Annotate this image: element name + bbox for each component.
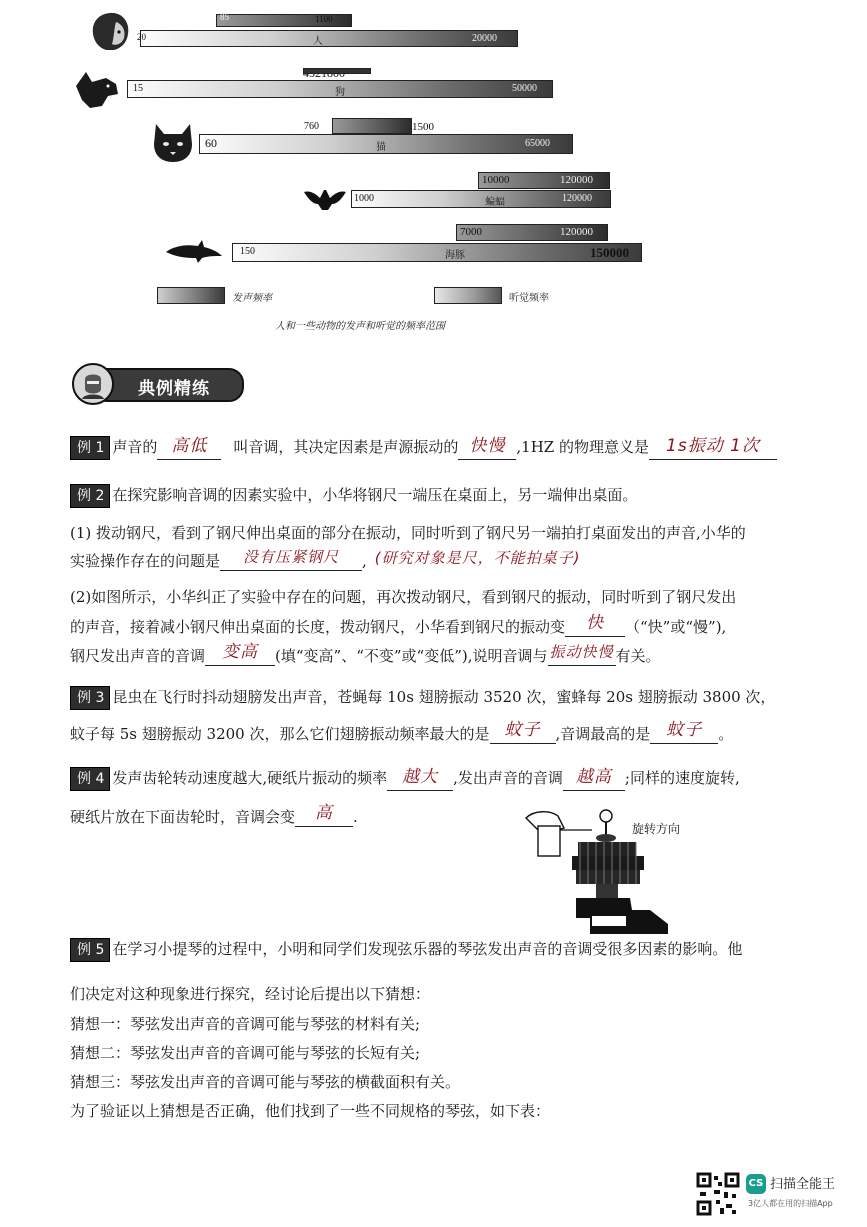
- name-human: 人: [313, 36, 323, 47]
- ex2-answer-1: 没有压紧钢尺: [243, 548, 340, 566]
- ex4-answer-2: 越高: [575, 767, 612, 787]
- voice-max-bat: 120000: [560, 174, 593, 186]
- ex4-answer-1: 越大: [402, 767, 439, 787]
- ex2-p2d: 钢尺发出声音的音调: [70, 647, 206, 665]
- ex3-l2c: 。: [718, 725, 734, 743]
- ex1-answer-1: 高低: [171, 436, 208, 456]
- ex2-p2d-line: [70, 642, 661, 666]
- ex2-answer-3: 变高: [222, 642, 259, 662]
- section-badge-icon: [72, 363, 114, 405]
- scanner-watermark: [696, 1170, 856, 1220]
- ex2-blank-1: [220, 550, 362, 571]
- ex2-answer-2: 快: [586, 613, 605, 633]
- ex3-blank-2: [650, 720, 718, 744]
- ex1-text-2: 叫音调，其决定因素是声源振动的: [233, 438, 459, 456]
- cs-logo-icon: CS: [746, 1174, 766, 1194]
- voice-bar-dog: [303, 68, 371, 74]
- ex1-blank-3: [649, 436, 777, 460]
- ex2-p2e: (填“变高”、“不变”或“变低”),说明音调与: [275, 647, 548, 665]
- ex4-blank-3: [295, 803, 353, 827]
- hearing-bar-dolphin: [232, 243, 642, 262]
- voice-max-dolphin: 120000: [560, 226, 593, 238]
- ex4-answer-3: 高: [315, 803, 334, 823]
- voice-min-bat: 10000: [482, 174, 510, 186]
- ex3-l1: 昆虫在飞行时抖动翅膀发出声音，苍蝇每 10s 翅膀振动 3520 次，蜜蜂每 20s 翅膀振动 3800 次，: [112, 688, 776, 706]
- ex4-l1c: ;同样的速度旋转,: [624, 769, 740, 787]
- name-dog: 狗: [335, 87, 345, 98]
- ex5-l2: 们决定对这种现象进行探究，经讨论后提出以下猜想：: [70, 985, 431, 1003]
- section-title: 典例精练: [138, 379, 210, 399]
- ex3-line-1: [70, 686, 775, 710]
- legend-voice-swatch: [157, 287, 225, 304]
- rotation-direction-label: 旋转方向: [632, 822, 681, 836]
- ex4-l1b: ,发出声音的音调: [453, 769, 563, 787]
- voice-max-cat: 1500: [412, 121, 434, 133]
- ex4-tag: 例 4: [70, 767, 110, 791]
- ex2-p2b: 的声音，接着减小钢尺伸出桌面的长度，拨动钢尺，小华看到钢尺的振动变: [70, 618, 566, 636]
- hear-min-human: 20: [137, 32, 146, 42]
- ex1-answer-2: 快慢: [469, 436, 506, 456]
- ex3-l2b: ,音调最高的是: [555, 725, 651, 743]
- hear-min-bat: 1000: [354, 193, 374, 204]
- hear-min-dog: 15: [133, 83, 143, 94]
- ex4-l1a: 发声齿轮转动速度越大,硬纸片振动的频率: [112, 769, 388, 787]
- chart-caption: 人和一些动物的发声和听觉的频率范围: [275, 321, 445, 332]
- dolphin-icon: [164, 236, 224, 266]
- ex2-blank-4: [548, 645, 616, 666]
- ex5-l3: 为了验证以上猜想是否正确，他们找到了一些不同规格的琴弦，如下表：: [70, 1102, 551, 1120]
- ex2-p1b: 实验操作存在的问题是: [70, 552, 221, 570]
- ex2-p1a: (1) 拨动钢尺，看到了钢尺伸出桌面的部分在振动，同时听到了钢尺另一端拍打桌面发出的声音,小华的: [70, 524, 746, 542]
- watermark-subtitle: 3亿人都在用的扫描App: [748, 1199, 833, 1208]
- ex2-p1c: ,: [362, 552, 367, 570]
- ex3-line-2: [70, 720, 734, 744]
- legend-hearing-swatch: [434, 287, 502, 304]
- section-banner: [70, 363, 242, 403]
- voice-bar-cat: [332, 118, 412, 134]
- ex2-blank-3: [205, 642, 275, 666]
- ex1-text-1: 声音的: [112, 438, 158, 456]
- ex1-blank-2: [458, 436, 516, 460]
- hearing-bar-human: [140, 30, 518, 47]
- hear-max-human: 20000: [472, 33, 497, 44]
- ex5-guess-3: 猜想三：琴弦发出声音的音调可能与琴弦的横截面积有关。: [70, 1073, 461, 1091]
- ex1-line: [70, 436, 777, 460]
- ex2-p2c: （“快”或“慢”),: [625, 618, 727, 636]
- ex2-tag: 例 2: [70, 484, 110, 508]
- voice-min-dolphin: 7000: [460, 226, 482, 238]
- ex5-guess-2: 猜想二：琴弦发出声音的音调可能与琴弦的长短有关;: [70, 1044, 421, 1062]
- ex3-tag: 例 3: [70, 686, 110, 710]
- ex1-tag: 例 1: [70, 436, 110, 460]
- hear-max-dolphin: 150000: [590, 245, 629, 260]
- ex5-guess-1: 猜想一：琴弦发出声音的音调可能与琴弦的材料有关;: [70, 1015, 421, 1033]
- ex2-p1b-line: [70, 550, 581, 571]
- legend-hearing: 听觉频率: [509, 293, 549, 304]
- voice-max-human: 1100: [315, 14, 333, 24]
- ex2-p2a: (2)如图所示，小华纠正了实验中存在的问题，再次拨动钢尺，看到钢尺的振动，同时听到了钢尺发出: [70, 588, 737, 606]
- human-head-icon: [86, 8, 134, 54]
- ex5-tag: 例 5: [70, 938, 110, 962]
- section-pill: [92, 368, 244, 402]
- name-bat: 蝙蝠: [485, 197, 505, 208]
- voice-min-cat: 760: [304, 121, 319, 132]
- ex3-answer-1: 蚊子: [504, 720, 541, 740]
- ex3-answer-2: 蚊子: [666, 720, 703, 740]
- ex3-blank-1: [490, 720, 556, 744]
- cat-icon: [150, 120, 196, 164]
- ex4-l2b: .: [353, 808, 358, 826]
- ex5-line-1: [70, 938, 742, 962]
- hear-max-dog: 50000: [512, 83, 537, 94]
- ex2-blank-2: [565, 613, 625, 637]
- watermark-title: 扫描全能王: [770, 1177, 836, 1192]
- qr-code-icon: [696, 1172, 740, 1216]
- voice-min-human: 85: [220, 12, 229, 22]
- ex2-p2f: 有关。: [615, 647, 661, 665]
- ex2-intro: [70, 484, 637, 508]
- bat-icon: [302, 182, 348, 212]
- hearing-bar-cat: [199, 134, 573, 154]
- ex1-text-3: ,1HZ 的物理意义是: [516, 438, 649, 456]
- ex4-blank-2: [563, 767, 625, 791]
- ex1-answer-3: 1s振动 1次: [666, 436, 760, 456]
- ex4-l2a: 硬纸片放在下面齿轮时，音调会变: [70, 808, 296, 826]
- ex4-line-2: [70, 803, 358, 827]
- hear-min-cat: 60: [205, 136, 217, 150]
- ex2-answer-4: 振动快慢: [549, 643, 614, 661]
- ex4-line-1: [70, 767, 740, 791]
- ex4-blank-1: [387, 767, 453, 791]
- ex2-answer-1b: (研究对象是尺，不能拍桌子): [374, 549, 581, 567]
- scholar-icon: [74, 365, 112, 403]
- hear-max-cat: 65000: [525, 138, 550, 149]
- legend-voice: 发声频率: [232, 293, 272, 304]
- name-dolphin: 海豚: [445, 250, 465, 261]
- ex3-l2a: 蚊子每 5s 翅膀振动 3200 次，那么它们翅膀振动频率最大的是: [70, 725, 490, 743]
- dog-icon: [72, 66, 124, 110]
- hear-min-dolphin: 150: [240, 246, 255, 257]
- ex2-intro-text: 在探究影响音调的因素实验中，小华将钢尺一端压在桌面上，另一端伸出桌面。: [112, 486, 638, 504]
- ex1-blank-1: [157, 436, 221, 460]
- ex2-p2b-line: [70, 613, 727, 637]
- name-cat: 猫: [376, 142, 386, 153]
- hear-max-bat: 120000: [562, 193, 592, 204]
- ex5-l1: 在学习小提琴的过程中，小明和同学们发现弦乐器的琴弦发出声音的音调受很多因素的影响。他: [112, 940, 743, 958]
